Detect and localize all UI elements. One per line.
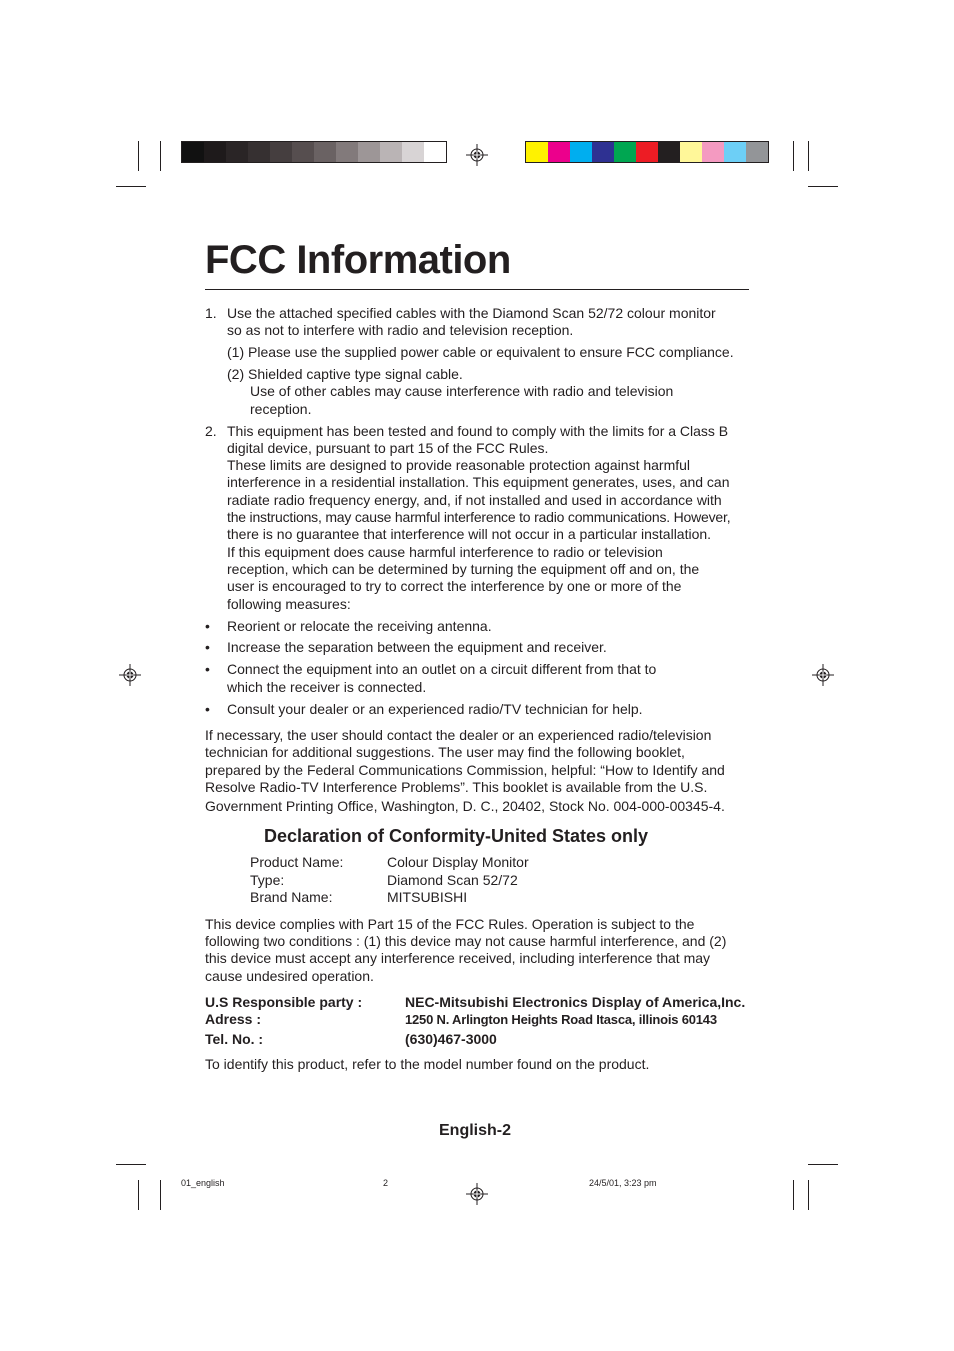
color-swatch: [724, 142, 746, 162]
item-marker: 1.: [205, 305, 217, 321]
crop-mark: [116, 1164, 146, 1165]
color-swatch: [570, 142, 592, 162]
color-swatch: [182, 142, 204, 162]
item-line: so as not to interfere with radio and television reception.: [227, 322, 574, 338]
contact-value: (630)467-3000: [405, 1031, 497, 1047]
color-swatch: [402, 142, 424, 162]
color-swatch: [204, 142, 226, 162]
bullet-line: Consult your dealer or an experienced radio/TV technician for help.: [227, 701, 643, 717]
color-swatch: [226, 142, 248, 162]
crop-mark: [808, 141, 809, 171]
declaration-value: MITSUBISHI: [387, 889, 468, 905]
registration-mark-icon: [119, 664, 141, 686]
crop-mark: [808, 186, 838, 187]
item-line: there is no guarantee that interference will not occur in a particular installation.: [227, 526, 712, 542]
color-swatch: [248, 142, 270, 162]
contact-label: Tel. No. :: [205, 1031, 264, 1047]
paragraph-line: this device must accept any interference received, including interference that may: [205, 950, 711, 966]
item-line: These limits are designed to provide reasonable protection against harmful: [227, 457, 691, 473]
subitem-line: reception.: [250, 401, 312, 417]
color-swatch: [746, 142, 768, 162]
item-line: interference in a residential installation. This equipment generates, uses, and can: [227, 474, 730, 490]
crop-mark: [808, 1180, 809, 1210]
registration-mark-icon: [466, 1183, 488, 1205]
color-swatch: [636, 142, 658, 162]
color-swatch: [380, 142, 402, 162]
paragraph-line: Resolve Radio-TV Interference Problems”. This booklet is available from the U.S.: [205, 779, 708, 795]
slug-page: 2: [383, 1178, 389, 1188]
color-swatch: [292, 142, 314, 162]
slug-filename: 01_english: [181, 1178, 225, 1188]
crop-mark: [160, 1180, 161, 1210]
item-marker: 2.: [205, 423, 217, 439]
item-line: reception, which can be determined by turning the equipment off and on, the: [227, 561, 700, 577]
color-swatch: [658, 142, 680, 162]
color-swatch: [592, 142, 614, 162]
bullet-marker: •: [205, 618, 210, 634]
grayscale-color-bar: [181, 141, 447, 163]
paragraph-line: If necessary, the user should contact the dealer or an experienced radio/television: [205, 727, 712, 743]
subitem-line: (2) Shielded captive type signal cable.: [227, 366, 463, 382]
color-swatch: [424, 142, 446, 162]
bullet-line: Connect the equipment into an outlet on a circuit different from that to: [227, 661, 657, 677]
paragraph-line: cause undesired operation.: [205, 968, 374, 984]
paragraph-line: technician for additional suggestions. The user may find the following booklet,: [205, 744, 685, 760]
registration-mark-icon: [812, 664, 834, 686]
color-swatch: [702, 142, 724, 162]
title-rule: [205, 289, 749, 290]
bullet-marker: •: [205, 701, 210, 717]
paragraph-line: following two conditions : (1) this device may not cause harmful interference, and (2): [205, 933, 727, 949]
bullet-marker: •: [205, 661, 210, 677]
item-line: This equipment has been tested and found to comply with the limits for a Class B: [227, 423, 729, 439]
item-line: the instructions, may cause harmful interference to radio communications. However,: [227, 509, 731, 525]
color-swatch: [548, 142, 570, 162]
page-title: FCC Information: [205, 238, 511, 282]
contact-value: NEC-Mitsubishi Electronics Display of America,Inc.: [405, 994, 746, 1010]
color-swatch: [526, 142, 548, 162]
item-line: If this equipment does cause harmful interference to radio or television: [227, 544, 663, 560]
subitem-line: Use of other cables may cause interference with radio and television: [250, 383, 674, 399]
item-line: following measures:: [227, 596, 351, 612]
crop-mark: [160, 141, 161, 171]
crop-mark: [793, 141, 794, 171]
contact-label: U.S Responsible party :: [205, 994, 363, 1010]
color-swatch: [314, 142, 336, 162]
process-color-bar: [525, 141, 769, 163]
declaration-label: Product Name:: [250, 854, 344, 870]
paragraph-line: This device complies with Part 15 of the FCC Rules. Operation is subject to the: [205, 916, 695, 932]
declaration-value: Diamond Scan 52/72: [387, 872, 518, 888]
bullet-line: Reorient or relocate the receiving antenna.: [227, 618, 492, 634]
contact-value: 1250 N. Arlington Heights Road Itasca, illinois 60143: [405, 1012, 717, 1027]
item-line: Use the attached specified cables with the Diamond Scan 52/72 colour monitor: [227, 305, 716, 321]
crop-mark: [116, 186, 146, 187]
paragraph-line: prepared by the Federal Communications Commission, helpful: “How to Identify and: [205, 762, 725, 778]
page-number-label: English-2: [439, 1122, 512, 1139]
declaration-label: Brand Name:: [250, 889, 333, 905]
contact-label: Adress :: [205, 1011, 262, 1027]
declaration-heading: Declaration of Conformity-United States only: [264, 826, 649, 846]
bullet-line: Increase the separation between the equipment and receiver.: [227, 639, 607, 655]
crop-mark: [138, 141, 139, 171]
paragraph-line: Government Printing Office, Washington, D. C., 20402, Stock No. 004-000-00345-4.: [205, 798, 725, 814]
slug-date: 24/5/01, 3:23 pm: [589, 1178, 657, 1188]
color-swatch: [680, 142, 702, 162]
color-swatch: [270, 142, 292, 162]
item-line: user is encouraged to try to correct the interference by one or more of the: [227, 578, 682, 594]
bullet-line: which the receiver is connected.: [227, 679, 427, 695]
crop-mark: [138, 1180, 139, 1210]
declaration-value: Colour Display Monitor: [387, 854, 529, 870]
registration-mark-icon: [466, 144, 488, 166]
color-swatch: [358, 142, 380, 162]
declaration-label: Type:: [250, 872, 285, 888]
color-swatch: [336, 142, 358, 162]
subitem-line: (1) Please use the supplied power cable or equivalent to ensure FCC compliance.: [227, 344, 734, 360]
bullet-marker: •: [205, 639, 210, 655]
color-swatch: [614, 142, 636, 162]
item-line: digital device, pursuant to part 15 of the FCC Rules.: [227, 440, 549, 456]
crop-mark: [808, 1164, 838, 1165]
item-line: radiate radio frequency energy, and, if not installed and used in accordance with: [227, 492, 722, 508]
closing-text: To identify this product, refer to the model number found on the product.: [205, 1056, 650, 1072]
crop-mark: [793, 1180, 794, 1210]
